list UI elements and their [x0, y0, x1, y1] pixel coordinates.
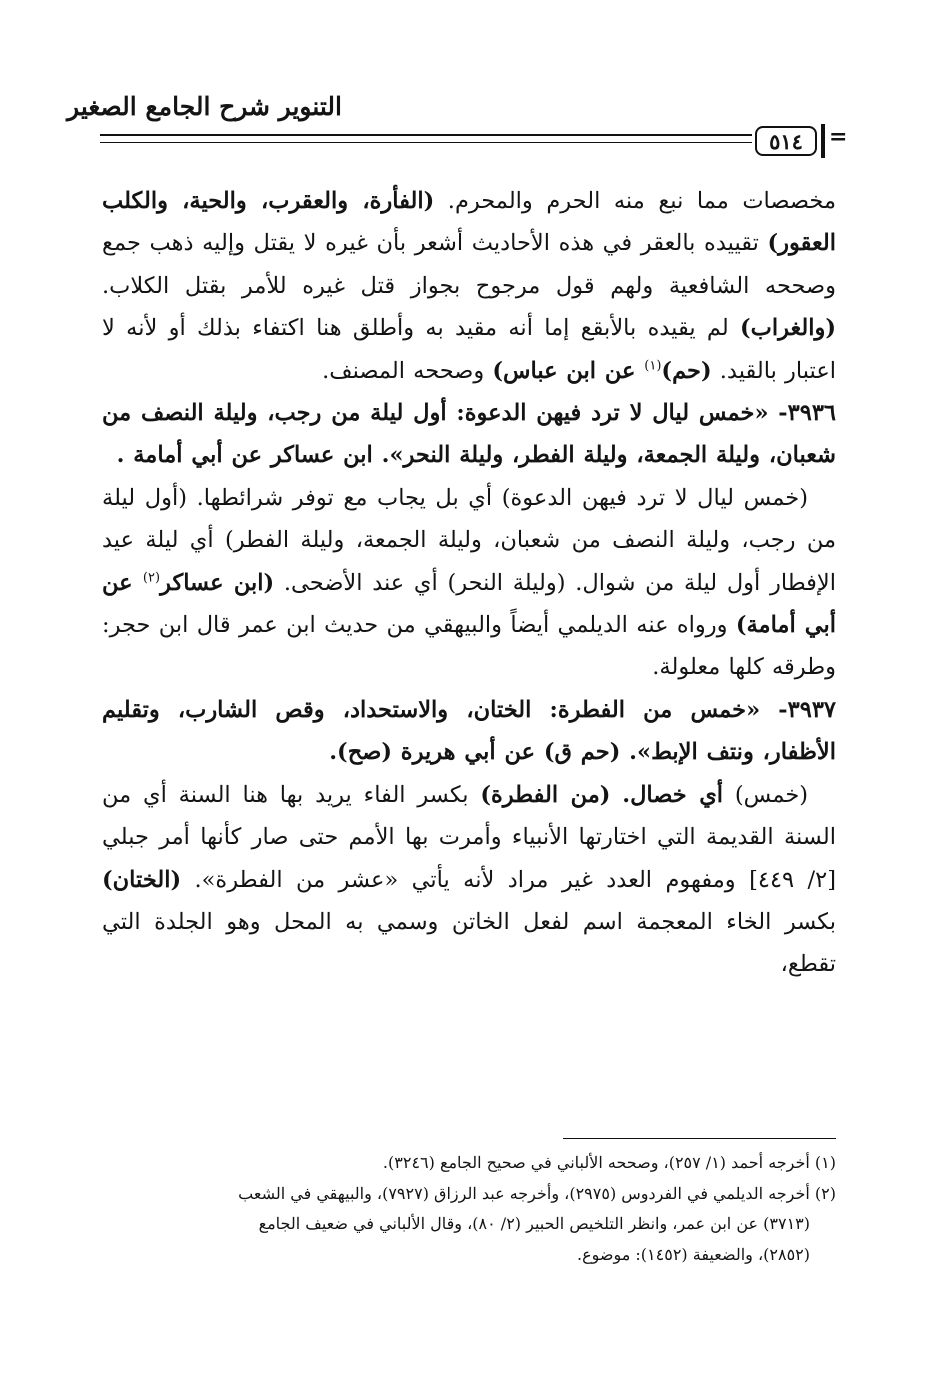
- commentary-paragraph-3: (خمس) أي خصال. (من الفطرة) بكسر الفاء يريد بها هنا السنة أي من السنة القديمة التي اختارتها الأنبياء وأمرت بها الأمم حتى صار كأنها أمر جبلي [٢/ ٤٤٩] ومفهوم العدد غير مراد لأنه يأتي «عشر من الفطرة». (الختان) بكسر الخاء المعجمة اسم لفعل الخاتن وسمي به المحل وهو الجلدة التي تقطع،: [102, 781, 836, 978]
- page-number: ٥١٤: [769, 128, 803, 154]
- page-number-box: [755, 126, 817, 156]
- page-number-bar: [821, 124, 825, 158]
- footnote-1: (١) أخرجه أحمد (١/ ٢٥٧)، وصححه الألباني في صحيح الجامع (٣٢٤٦).: [382, 1153, 836, 1172]
- footnote-2-line-3: (٢٨٥٢)، والضعيفة (١٤٥٢): موضوع.: [576, 1244, 810, 1264]
- footnote-ref-1: (١): [644, 358, 662, 374]
- header-rule-bottom: [100, 142, 752, 143]
- hadith-3937: ٣٩٣٧- «خمس من الفطرة: الختان، والاستحداد، وقص الشارب، وتقليم الأظفار، ونتف الإبط». (حم ق) عن أبي هريرة (صح).: [102, 696, 836, 766]
- commentary-paragraph-1: مخصصات مما نبع منه الحرم والمحرم. (الفأرة، والعقرب، والحية، والكلب العقور) تقييده بالعقر في هذه الأحاديث أشعر بأن غيره لا يقتل وإليه ذهب جمع وصححه الشافعية ولهم قول مرجوح بجواز قتل غيره للأمر بقتل الكلاب. (والغراب) لم يقيده بالأبقع إما أنه مقيد به وأطلق هنا اكتفاء بذلك أو لأنه لا اعتبار بالقيد. (حم)$^{(١)}$ عن ابن عباس) وصححه المصنف.: [102, 188, 837, 384]
- footnote-2-line-2: (٣٧١٣) عن ابن عمر، وانظر التلخيص الحبير (٢/ ٨٠)، وقال الألباني في ضعيف الجامع: [258, 1214, 810, 1233]
- commentary-paragraph-2: (خمس ليال لا ترد فيهن الدعوة) أي بل يجاب مع توفر شرائطها. (أول ليلة من رجب، وليلة النصف من شعبان، وليلة الجمعة، وليلة الفطر) أي ليلة عيد الإفطار أول ليلة من شوال. (وليلة النحر) أي عند الأضحى. (ابن عساكر$^{(٢)}$ عن أبي أمامة) ورواه عنه الديلمي أيضاً والبيهقي من حديث ابن عمر قال ابن حجر: وطرقه كلها معلولة.: [102, 484, 836, 681]
- page-mark: =: [829, 124, 848, 150]
- footnote-ref-2: (٢): [142, 570, 161, 586]
- hadith-3936: ٣٩٣٦- «خمس ليال لا ترد فيهن الدعوة: أول ليلة من رجب، وليلة النصف من شعبان، وليلة الجمعة، وليلة الفطر، وليلة النحر». ابن عساكر عن أبي أمامة .: [102, 400, 836, 469]
- main-text: [102, 180, 836, 986]
- footnotes: [102, 1148, 836, 1270]
- running-header-title: التنوير شرح الجامع الصغير: [67, 92, 342, 121]
- footnote-separator: [563, 1138, 836, 1139]
- header-rule-top: [100, 134, 752, 136]
- footnote-2: (٢) أخرجه الديلمي في الفردوس (٢٩٧٥)، وأخرجه عبد الرزاق (٧٩٢٧)، والبيهقي في الشعب: [238, 1183, 836, 1203]
